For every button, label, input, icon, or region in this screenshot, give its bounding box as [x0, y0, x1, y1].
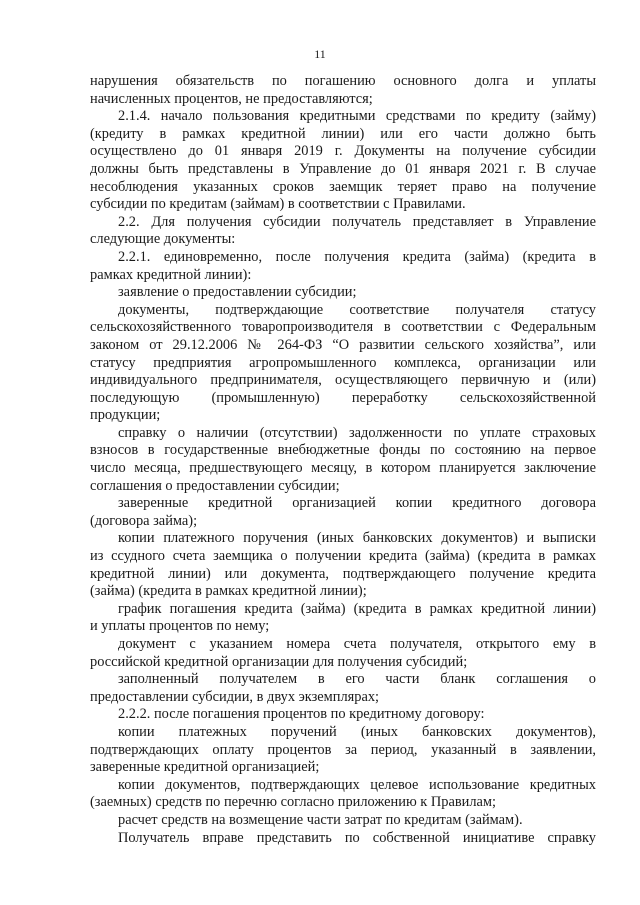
text-line: начисленных процентов, не предоставляются; — [90, 90, 373, 107]
text-line: (договора займа); — [90, 512, 198, 529]
text-line: рамках кредитной линии): — [90, 266, 252, 283]
text-line: копии платежного поручения (иных банковских документов) и выписки — [118, 530, 596, 547]
text-line: документ с указанием номера счета получателя, открытого ему в — [118, 636, 596, 652]
text-line: статусу предприятия агропромышленного комплекса, организации или — [90, 354, 596, 371]
text-line: следующие документы: — [90, 231, 236, 248]
document-body — [90, 73, 596, 847]
text-line: законом от 29.12.2006 № 264-ФЗ “О развитии сельского хозяйства”, или — [90, 336, 596, 353]
page-number: 11 — [314, 47, 326, 61]
text-line: копии платежных поручений (иных банковских документов), — [118, 723, 596, 740]
text-line: (кредиту в рамках кредитной линии) или его части должно быть — [90, 125, 596, 142]
text-line: справку о наличии (отсутствии) задолженности по уплате страховых — [118, 424, 596, 441]
text-line: продукции; — [90, 407, 161, 424]
text-line: (заемных) средств по перечню согласно приложению к Правилам; — [90, 794, 497, 811]
text-line: документы, подтверждающие соответствие получателя статусу — [118, 301, 596, 318]
text-line: 2.2.1. единовременно, после получения кредита (займа) (кредита в — [118, 248, 596, 265]
text-line: подтверждающих оплату процентов за период, указанный в заявлении, — [90, 741, 596, 758]
text-line: график погашения кредита (займа) (кредита в рамках кредитной линии) — [118, 600, 596, 617]
text-line: копии документов, подтверждающих целевое использование кредитных — [118, 776, 596, 793]
text-line: российской кредитной организации для получения субсидий; — [90, 653, 468, 670]
text-line: сельскохозяйственного товаропроизводителя в соответствии с Федеральным — [90, 319, 596, 336]
text-line: 2.2.2. после погашения процентов по кредитному договору: — [118, 706, 485, 723]
text-line: нарушения обязательств по погашению основного долга и уплаты — [90, 73, 596, 89]
text-line: Получатель вправе представить по собственной инициативе справку — [118, 829, 596, 846]
text-line: заполненный получателем в его части бланк соглашения о — [118, 671, 596, 688]
text-line: заверенные кредитной организацией копии кредитного договора — [118, 495, 596, 512]
text-line: из ссудного счета заемщика о получении кредита (займа) (кредита в рамках — [90, 548, 596, 565]
text-line: несоблюдения указанных сроков заемщик теряет право на получение — [90, 178, 596, 195]
text-line: соглашения о предоставлении субсидии; — [90, 477, 340, 494]
text-line: взносов в государственные внебюджетные фонды по состоянию на первое — [90, 442, 596, 459]
text-line: должны быть представлены в Управление до 01 января 2021 г. В случае — [90, 160, 596, 177]
text-line: кредитной линии) или документа, подтверждающего получение кредита — [90, 565, 596, 582]
text-line: расчет средств на возмещение части затрат по кредитам (займам). — [118, 811, 523, 828]
text-line: число месяца, предшествующего месяцу, в котором планируется заключение — [90, 460, 596, 477]
text-line: (займа) (кредита в рамках кредитной линии); — [90, 583, 367, 600]
text-line: заверенные кредитной организацией; — [90, 759, 320, 776]
text-line: предоставлении субсидии, в двух экземплярах; — [90, 688, 380, 705]
text-line: 2.1.4. начало пользования кредитными средствами по кредиту (займу) — [118, 108, 596, 125]
text-line: последующую (промышленную) переработку сельскохозяйственной — [90, 389, 596, 406]
text-line: осуществлено до 01 января 2019 г. Документы на получение субсидии — [90, 143, 596, 160]
text-line: субсидии по кредитам (займам) в соответствии с Правилами. — [90, 196, 466, 213]
text-line: и уплаты процентов по нему; — [90, 618, 270, 635]
text-line: 2.2. Для получения субсидии получатель представляет в Управление — [118, 213, 596, 230]
text-line: заявление о предоставлении субсидии; — [118, 284, 357, 301]
text-line: индивидуального предпринимателя, осуществляющего первичную и (или) — [90, 372, 596, 389]
